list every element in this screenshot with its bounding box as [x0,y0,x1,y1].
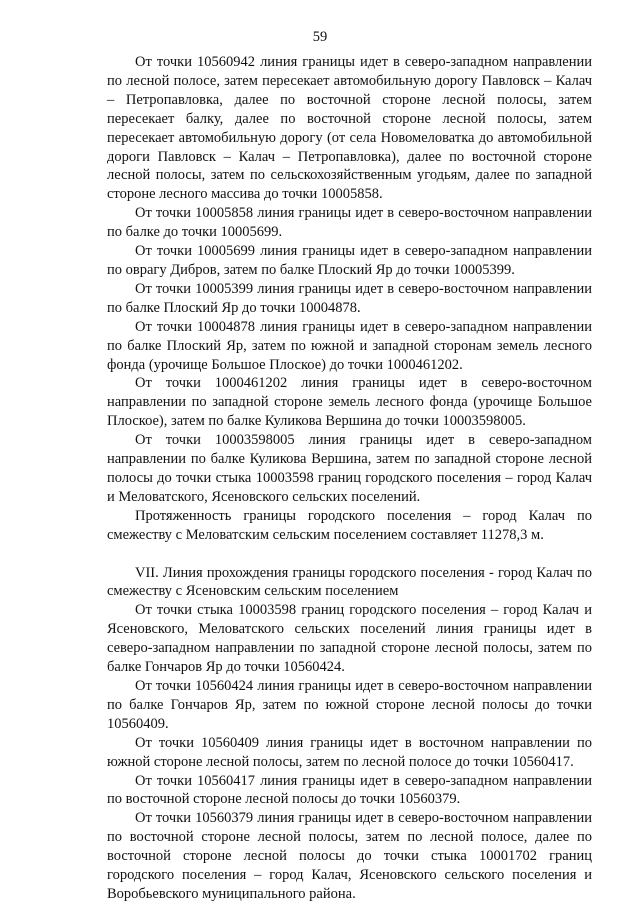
paragraph: От точки 1000461202 линия границы идет в северо-восточном направлении по западной стороне земель лесного фонда (урочище Большое Плоское), затем по балке Куликова Вершина до точки 10003598005. [107,375,592,430]
page-number: 59 [312,29,328,45]
paragraph: Протяженность границы городского поселения – город Калач по смежеству с Меловатским сельским поселением составляет 11278,3 м. [107,507,592,543]
paragraph: От точки 10560942 линия границы идет в северо-западном направлении по лесной полосе, затем пересекает автомобильную дорогу Павловск – Калач – Петропавловка, далее по восточной стороне лесной полосы, затем пересекает балку, далее по восточной стороне лесной полосы, затем пересекает автомобильную дорогу (от села Новомеловатка до автомобильной дороги Павловск – Калач – Петропавловка), далее по восточной стороне лесной полосы, затем по сельскохозяйственным угодьям, далее по западной стороне лесного массива до точки 10005858. [107,54,592,203]
paragraph: От точки 10560424 линия границы идет в северо-восточном направлении по балке Гончаров Яр, затем по южной стороне лесной полосы до точки 10560409. [107,678,592,732]
section-heading: VII. Линия прохождения границы городского поселения - город Калач по смежеству с Ясеновским сельским поселением [107,564,592,600]
paragraph: От точки 10005858 линия границы идет в северо-восточном направлении по балке до точки 10005699. [107,205,592,241]
paragraph: От точки 10560409 линия границы идет в восточном направлении по южной стороне лесной полосы, затем по лесной полосе до точки 10560417. [107,734,592,770]
paragraph: От точки стыка 10003598 границ городского поселения – город Калач и Ясеновского, Меловатского сельских поселений линия границы идет в северо-западном направлении по западной стороне лесной полосы, затем по балке Гончаров Яр до точки 10560424. [107,602,592,676]
paragraph: От точки 10005699 линия границы идет в северо-западном направлении по оврагу Дибров, затем по балке Плоский Яр до точки 10005399. [107,243,592,278]
paragraph: От точки 10005399 линия границы идет в северо-восточном направлении по балке Плоский Яр до точки 10004878. [107,280,592,316]
paragraph: От точки 10003598005 линия границы идет в северо-западном направлении по балке Куликова Вершина, затем по западной стороне лесной полосы до точки стыка 10003598 границ городского поселения – город Калач и Меловатского, Ясеновского сельских поселений. [107,432,592,505]
paragraph: От точки 10560379 линия границы идет в северо-восточном направлении по восточной стороне лесной полосы, затем по лесной полосе, далее по восточной стороне лесной полосы до точки стыка 10001702 границ городского поселения – город Калач, Ясеновского сельского поселения и Воробьевского муниципального района. [107,810,592,902]
document-body [107,53,592,904]
paragraph: От точки 10560417 линия границы идет в северо-западном направлении по восточной стороне лесной полосы до точки 10560379. [107,772,592,808]
paragraph: От точки 10004878 линия границы идет в северо-западном направлении по балке Плоский Яр, затем по южной и западной сторонам земель лесного фонда (урочище Большое Плоское) до точки 1000461202. [107,318,592,373]
